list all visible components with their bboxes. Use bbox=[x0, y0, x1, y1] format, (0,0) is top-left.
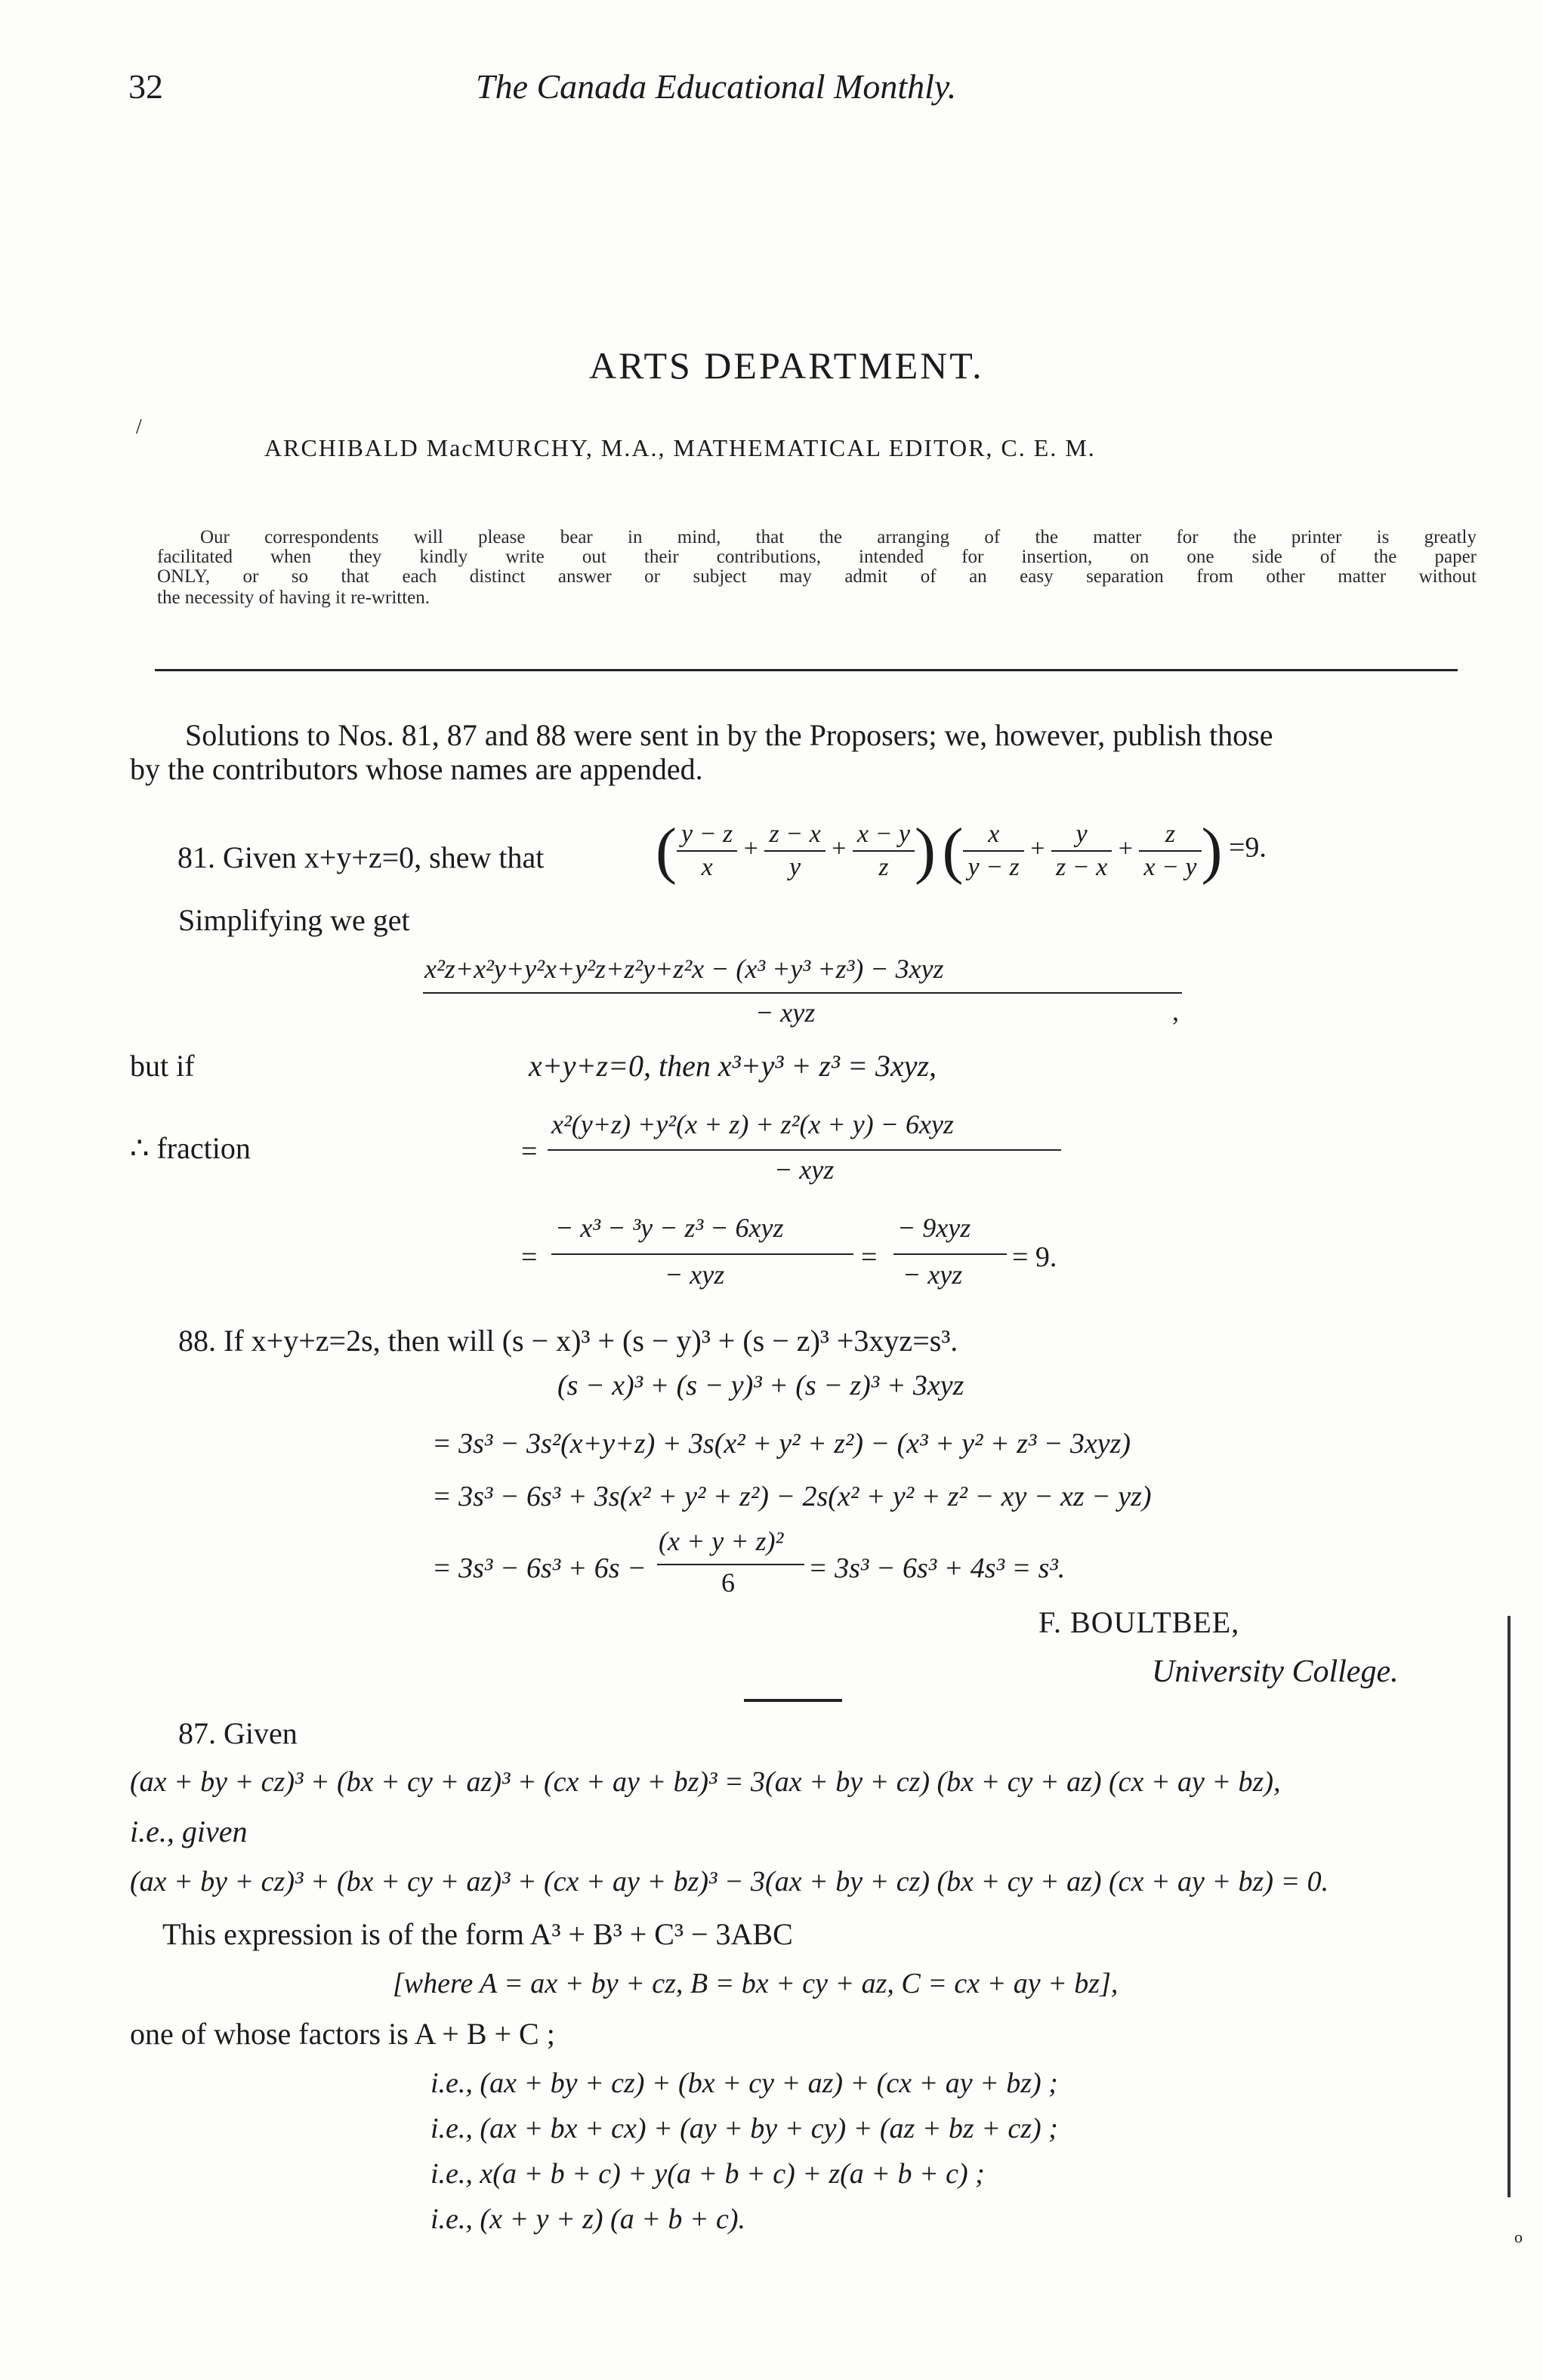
p88-line-4-post: = 3s³ − 6s³ + 4s³ = s³. bbox=[808, 1552, 1066, 1584]
p87-form: This expression is of the form A³ + B³ + C³ − 3ABC bbox=[162, 1917, 793, 1951]
frac-num: z bbox=[1139, 820, 1201, 852]
p88-line-4-den: 6 bbox=[721, 1568, 735, 1598]
p81-f4-num: − 9xyz bbox=[897, 1213, 971, 1243]
p87-given-label: 87. Given bbox=[178, 1716, 298, 1750]
p81-eq-sign-3: = bbox=[861, 1241, 878, 1273]
p81-f2-num: x²(y+z) +y²(x + z) + z²(x + y) − 6xyz bbox=[551, 1109, 954, 1139]
p81-equation: ( $\frac{y - z}{x}$ + $\frac{z - x}{y}$ + $\frac{x - y}{z}$ ) ( $\frac{x}{y - z}$ + $\frac{y}{z - x}$ + $\frac{z}{x - y}$ ) =9. bbox=[656, 815, 1267, 886]
frac-den: y − z bbox=[967, 852, 1020, 881]
p81-f3-den: − xyz bbox=[665, 1259, 725, 1290]
p88-line-2: = 3s³ − 3s²(x+y+z) + 3s(x² + y² + z²) − (x³ + y² + z³ − 3xyz) bbox=[432, 1428, 1131, 1460]
p81-f4-bar bbox=[893, 1253, 1007, 1255]
p81-f1-num: x²z+x²y+y²x+y²z+z²y+z²x − (x³ +y³ +z³) − 3xyz bbox=[424, 954, 944, 984]
p87-expr-2: (ax + by + cz)³ + (bx + cy + az)³ + (cx + ay + bz)³ − 3(ax + by + cz) (bx + cy + az) (cx + ay + bz) = 0. bbox=[130, 1866, 1329, 1898]
p87-ie-4: i.e., (x + y + z) (a + b + c). bbox=[430, 2203, 745, 2235]
p87-where: [where A = ax + by + cz, B = bx + cy + az, C = cx + ay + bz], bbox=[393, 1968, 1119, 1999]
intro-line-2: by the contributors whose names are appended. bbox=[130, 752, 703, 786]
p81-f3-num: − x³ − ³y − z³ − 6xyz bbox=[555, 1213, 784, 1243]
p81-f2-bar bbox=[548, 1149, 1061, 1151]
short-divider bbox=[744, 1699, 842, 1702]
p81-given: 81. Given x+y+z=0, shew that bbox=[177, 840, 545, 874]
p81-result: =9. bbox=[1229, 831, 1267, 864]
author-college: University College. bbox=[1152, 1654, 1399, 1689]
section-title: ARTS DEPARTMENT. bbox=[589, 344, 984, 387]
frac-num: z − x bbox=[764, 820, 825, 852]
p88-line-4-bar bbox=[657, 1564, 804, 1565]
frac-den: x − y bbox=[1143, 852, 1197, 881]
notice-line-2: facilitated when they kindly write out their contributions, intended for insertion, on one side of the paper bbox=[157, 547, 1477, 567]
editor-line: ARCHIBALD MacMURCHY, M.A., MATHEMATICAL EDITOR, C. E. M. bbox=[264, 434, 1096, 461]
p81-simplifying: Simplifying we get bbox=[178, 903, 410, 937]
p81-f1-den: − xyz bbox=[755, 997, 816, 1028]
p87-given-expr: (ax + by + cz)³ + (bx + cy + az)³ + (cx + ay + bz)³ = 3(ax + by + cz) (bx + cy + az) (cx + ay + bz), bbox=[130, 1766, 1281, 1798]
p87-ie-given: i.e., given bbox=[130, 1814, 248, 1848]
p81-eq-sign-1: = bbox=[521, 1136, 538, 1167]
p81-condition: x+y+z=0, then x³+y³ + z³ = 3xyz, bbox=[529, 1049, 937, 1083]
p87-ie-3: i.e., x(a + b + c) + y(a + b + c) + z(a + b + c) ; bbox=[430, 2158, 985, 2190]
frac-den: z − x bbox=[1055, 852, 1108, 881]
frac-num: x bbox=[963, 820, 1023, 852]
p88-line-4-pre: = 3s³ − 6s³ + 6s − bbox=[432, 1552, 647, 1584]
p81-therefore: ∴ fraction bbox=[130, 1131, 251, 1165]
p81-f1-comma: , bbox=[1172, 996, 1179, 1026]
section-divider bbox=[155, 669, 1458, 671]
binding-edge-line bbox=[1508, 1616, 1511, 2197]
frac-num: y bbox=[1051, 820, 1112, 852]
p87-factor: one of whose factors is A + B + C ; bbox=[130, 2017, 555, 2051]
page-number: 32 bbox=[128, 67, 163, 106]
frac-den: x bbox=[701, 852, 713, 881]
p81-f3-bar bbox=[551, 1253, 853, 1255]
p88-line-3: = 3s³ − 6s³ + 3s(x² + y² + z²) − 2s(x² + y² + z² − xy − xz − yz) bbox=[432, 1481, 1152, 1512]
notice-line-1: Our correspondents will please bear in mind, that the arranging of the matter for the printer is greatly bbox=[200, 527, 1477, 547]
intro-line-1: Solutions to Nos. 81, 87 and 88 were sent in by the Proposers; we, however, publish those bbox=[185, 718, 1273, 752]
p88-line-1: (s − x)³ + (s − y)³ + (s − z)³ + 3xyz bbox=[557, 1370, 964, 1401]
stray-mark: / bbox=[136, 415, 142, 439]
frac-num: y − z bbox=[677, 820, 737, 852]
notice-line-3: ONLY, or so that each distinct answer or subject may admit of an easy separation from other matter without bbox=[157, 566, 1477, 587]
p81-f1-bar bbox=[423, 992, 1182, 994]
running-title: The Canada Educational Monthly. bbox=[476, 67, 957, 106]
notice-line-4: the necessity of having it re-written. bbox=[157, 587, 430, 608]
frac-den: y bbox=[789, 852, 801, 881]
p81-eq-sign-2: = bbox=[521, 1241, 538, 1273]
frac-num: x − y bbox=[853, 820, 915, 852]
margin-mark: o bbox=[1514, 2227, 1523, 2246]
p87-ie-2: i.e., (ax + bx + cx) + (ay + by + cy) + (az + bz + cz) ; bbox=[430, 2113, 1058, 2144]
author-name: F. BOULTBEE, bbox=[1038, 1605, 1240, 1639]
p81-f2-den: − xyz bbox=[774, 1155, 835, 1185]
p81-f4-den: − xyz bbox=[903, 1259, 963, 1290]
p88-line-4-num: (x + y + z)² bbox=[659, 1526, 784, 1556]
p81-but-if: but if bbox=[130, 1049, 195, 1083]
p81-f4-result: = 9. bbox=[1012, 1241, 1057, 1273]
frac-den: z bbox=[878, 852, 889, 881]
p87-ie-1: i.e., (ax + by + cz) + (bx + cy + az) + (cx + ay + bz) ; bbox=[430, 2067, 1058, 2099]
p88-statement: 88. If x+y+z=2s, then will (s − x)³ + (s − y)³ + (s − z)³ +3xyz=s³. bbox=[178, 1324, 958, 1358]
